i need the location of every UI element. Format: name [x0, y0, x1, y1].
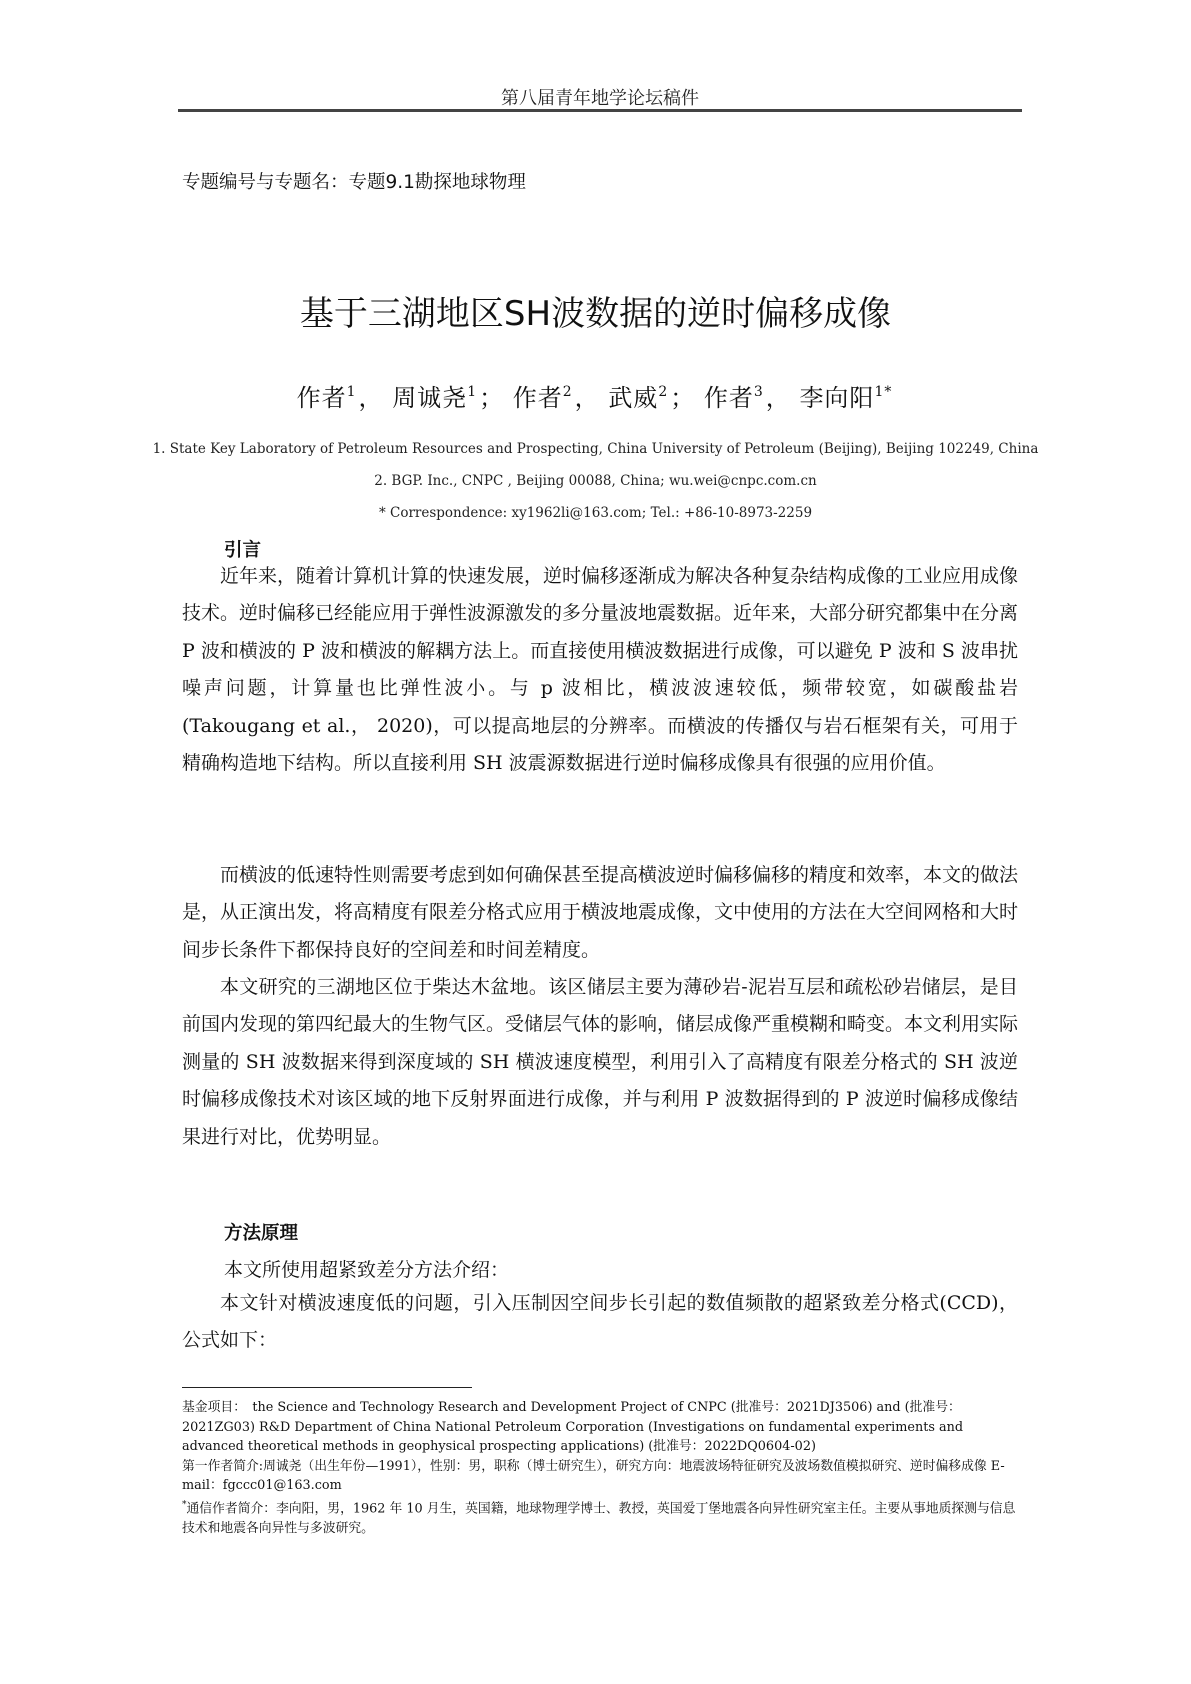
author-affil-mark: 1* — [874, 384, 893, 400]
running-header: 第八届青年地学论坛稿件 — [501, 88, 699, 109]
paper-title: 基于三湖地区SH波数据的逆时偏移成像 — [299, 294, 892, 334]
author-affil-mark: 1 — [467, 384, 478, 400]
author-name: 武威 — [608, 384, 659, 412]
intro-paragraph-3: 本文研究的三湖地区位于柴达木盆地。该区储层主要为薄砂岩-泥岩互层和疏松砂岩储层，是目前国内发现的第四纪最大的生物气区。受储层气体的影响，储层成像严重模糊和畸变。本文利用实际测量的 SH 波数据来得到深度域的 SH 横波速度模型，利用引入了高精度有限差分格式的 SH 波逆时偏移成像技术对该区域的地下反射界面进行成像，并与利用 P 波数据得到的 P 波逆时偏移成像结果进行对比，优势明显。 — [182, 976, 1019, 1148]
footnote-corresponding-author — [182, 1496, 1022, 1538]
author-separator: ， — [574, 384, 600, 412]
footnote-corresponding-text: 通信作者简介：李向阳，男，1962 年 10 月生，英国籍，地球物理学博士、教授，英国爱丁堡地震各向异性研究室主任。主要从事地质探测与信息技术和地震各向异性与多波研究。 — [182, 1501, 1016, 1536]
intro-paragraph-2: 而横波的低速特性则需要考虑到如何确保甚至提高横波逆时偏移偏移的精度和效率，本文的做法是，从正演出发，将高精度有限差分格式应用于横波地震成像，文中使用的方法在大空间网格和大时间步长条件下都保持良好的空间差和时间差精度。 — [182, 864, 1019, 961]
author-affil-mark: 2 — [658, 384, 669, 400]
footnotes — [182, 1398, 1022, 1538]
author-separator: ， — [358, 384, 384, 412]
method-intro-line: 本文所使用超紧致差分方法介绍： — [224, 1259, 510, 1281]
author-name: 作者 — [703, 384, 754, 412]
author-name: 周诚尧 — [392, 384, 468, 412]
section-heading-method: 方法原理 — [224, 1223, 299, 1244]
affiliation-1: 1. State Key Laboratory of Petroleum Resources and Prospecting, China University of Petroleum (Beijing), Beijing 102249, China — [152, 441, 1039, 457]
author-name: 作者 — [296, 384, 347, 412]
header-rule — [178, 109, 1022, 112]
author-list — [0, 378, 1191, 413]
footnote-first-author: 第一作者简介:周诚尧（出生年份—1991），性别：男，职称（博士研究生），研究方向：地震波场特征研究及波场数值模拟研究、逆时偏移成像 E-mail：fgccc01@163.com — [182, 1458, 1005, 1494]
author-name: 李向阳 — [799, 384, 875, 412]
topic-line: 专题编号与专题名：专题9.1勘探地球物理 — [182, 172, 526, 193]
author-separator: ， — [765, 384, 791, 412]
footnote-funding: 基金项目： the Science and Technology Research and Development Project of CNPC (批准号：2021DJ3506) and (批准号：2021ZG03) R&D Department of China National Petroleum Corporation (Investigations on fundamental experiments and advanced theoretical methods in geophysical prospecting applications) (批准号：2022DQ0604-02) — [182, 1400, 964, 1455]
intro-paragraph-1: 近年来，随着计算机计算的快速发展，逆时偏移逐渐成为解决各种复杂结构成像的工业应用成像技术。逆时偏移已经能应用于弹性波源激发的多分量波地震数据。近年来，大部分研究都集中在分离 P 波和横波的 P 波和横波的解耦方法上。而直接使用横波数据进行成像，可以避免 P 波和 S 波串扰噪声问题，计算量也比弹性波小。与 p 波相比，横波波速较低，频带较宽，如碳酸盐岩(Takougang et al.， 2020)，可以提高地层的分辨率。而横波的传播仅与岩石框架有关，可用于精确构造地下结构。所以直接利用 SH 波震源数据进行逆时偏移成像具有很强的应用价值。 — [182, 565, 1019, 775]
method-paragraph: 本文针对横波速度低的问题，引入压制因空间步长引起的数值频散的超紧致差分格式(CCD)，公式如下： — [182, 1292, 1018, 1352]
author-separator: ； — [670, 384, 696, 412]
author-affil-mark: 1 — [346, 384, 357, 400]
author-separator: ； — [479, 384, 505, 412]
author-name: 作者 — [512, 384, 563, 412]
affiliation-2: 2. BGP. Inc., CNPC , Beijing 00088, China; wu.wei@cnpc.com.cn — [374, 473, 817, 489]
correspondence-line: * Correspondence: xy1962li@163.com; Tel.: +86-10-8973-2259 — [378, 505, 813, 521]
section-heading-intro: 引言 — [224, 540, 262, 561]
author-affil-mark: 3 — [753, 384, 764, 400]
footnote-mark: * — [182, 1499, 187, 1510]
author-affil-mark: 2 — [562, 384, 573, 400]
footnote-rule — [182, 1387, 472, 1388]
